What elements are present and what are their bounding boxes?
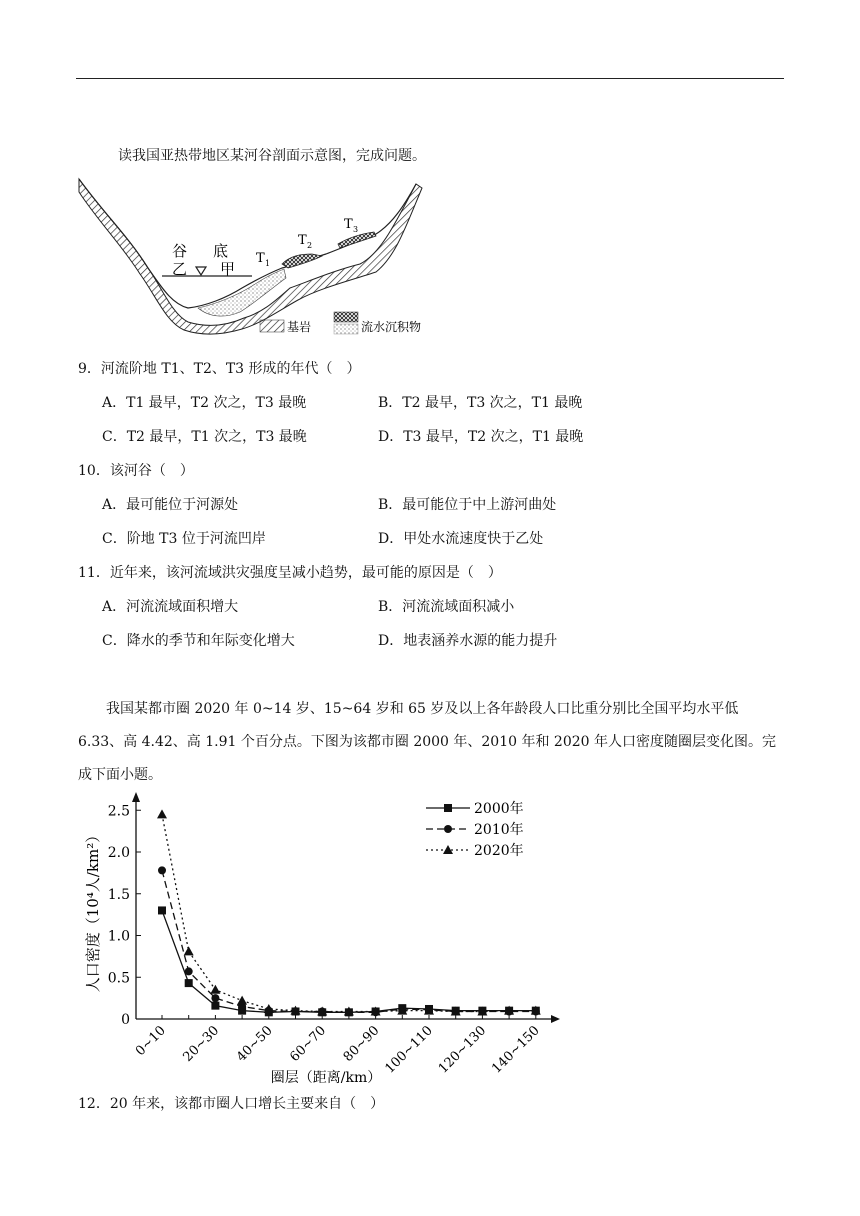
x-tick-label: 20~30 [180, 1023, 223, 1065]
x-tick-label: 140~150 [489, 1023, 543, 1077]
population-density-chart [76, 790, 576, 1090]
legend-marker-1 [444, 825, 452, 833]
q11-option-c[interactable]: C．降水的季节和年际变化增大 [102, 633, 295, 649]
label-t2: T [298, 233, 307, 248]
x-tick-label: 100~110 [382, 1023, 436, 1077]
series-2-point [210, 985, 220, 994]
legend-sediment-label: 流水沉积物 [361, 320, 422, 334]
q11-stem: 11．近年来，该河流域洪灾强度呈减小趋势，最可能的原因是（ ） [78, 565, 502, 581]
label-t2-sub: 2 [307, 241, 313, 250]
x-tick-label: 0~10 [132, 1023, 169, 1060]
q10-option-d[interactable]: D．甲处水流速度快于乙处 [378, 531, 544, 547]
x-axis-label: 圈层（距离/km） [270, 1070, 382, 1086]
y-axis-label: 人口密度（10⁴人/km²） [84, 827, 102, 993]
q10-option-c[interactable]: C．阶地 T3 位于河流凹岸 [102, 531, 266, 547]
y-tick-label: 2.5 [107, 803, 130, 820]
label-yi: 乙 [172, 260, 188, 278]
label-t3-sub: 3 [353, 225, 359, 234]
q11-option-a[interactable]: A．河流流域面积增大 [102, 599, 239, 615]
q11-option-d[interactable]: D．地表涵养水源的能力提升 [378, 633, 558, 649]
q9-stem: 9．河流阶地 T1、T2、T3 形成的年代（ ） [78, 361, 361, 377]
intro-population: 我国某都市圈 2020 年 0~14 岁、15~64 岁和 65 岁及以上各年龄段人口比重分别比全国平均水平低 6.33、高 4.42、高 1.91 个百分点。下图为该都市圈 2000 年、2010 年和 2020 年人口密度随圈层变化图。完成下面小题。 [78, 701, 777, 783]
y-tick-label: 0 [121, 1012, 130, 1028]
label-di: 底 [213, 242, 229, 260]
legend-bedrock-label: 基岩 [287, 320, 312, 334]
series-2-point [184, 946, 194, 955]
intro-valley: 读我国亚热带地区某河谷剖面示意图，完成问题。 [118, 148, 426, 164]
label-t1: T [256, 251, 265, 266]
legend-label-2: 2020年 [474, 843, 524, 859]
label-gu: 谷 [172, 242, 188, 260]
x-tick-label: 40~50 [233, 1023, 276, 1065]
header-rule [76, 78, 784, 79]
q9-option-a[interactable]: A．T1 最早，T2 次之，T3 最晚 [102, 395, 307, 411]
q12-stem: 12．20 年来，该都市圈人口增长主要来自（ ） [78, 1096, 385, 1112]
terrace-deposit-t2 [282, 254, 322, 268]
legend-label-0: 2000年 [474, 801, 524, 817]
terrace-deposit-t3 [338, 232, 376, 248]
bedrock-band [79, 179, 422, 334]
x-tick-label: 120~130 [435, 1023, 490, 1077]
q10-option-a[interactable]: A．最可能位于河源处 [102, 497, 239, 513]
q9-option-d[interactable]: D．T3 最早，T2 次之，T1 最晚 [378, 429, 584, 445]
legend-bedrock-swatch [260, 320, 284, 332]
label-jia: 甲 [220, 260, 236, 278]
y-tick-label: 1.5 [107, 886, 130, 903]
x-tick-label: 80~90 [340, 1023, 383, 1065]
series-0-point [211, 1002, 219, 1010]
series-2-point [237, 996, 247, 1005]
series-0-point [158, 906, 166, 914]
label-t1-sub: 1 [265, 259, 271, 268]
q10-option-b[interactable]: B．最可能位于中上游河曲处 [378, 497, 557, 513]
water-level-icon [196, 267, 206, 275]
q9-option-b[interactable]: B．T2 最早，T3 次之，T1 最晚 [378, 395, 583, 411]
series-0-point [185, 979, 193, 987]
series-1-point [185, 967, 193, 975]
series-1-point [211, 994, 219, 1002]
legend-marker-0 [444, 804, 452, 812]
q10-stem: 10．该河谷（ ） [78, 463, 194, 479]
y-tick-label: 0.5 [107, 970, 130, 987]
valley-diagram [76, 176, 446, 341]
series-1-point [158, 866, 166, 874]
x-tick-label: 60~70 [287, 1023, 330, 1065]
y-axis-arrow [132, 792, 140, 802]
q9-option-c[interactable]: C．T2 最早，T1 次之，T3 最晚 [102, 429, 307, 445]
y-tick-label: 2.0 [107, 845, 130, 861]
legend-sediment-swatch-a [334, 312, 358, 322]
y-tick-label: 1.0 [107, 928, 130, 945]
x-axis-arrow [551, 1015, 560, 1023]
series-2-point [157, 809, 167, 818]
q11-option-b[interactable]: B．河流流域面积减小 [378, 599, 515, 615]
legend-sediment-swatch-b [334, 324, 358, 334]
label-t3: T [344, 217, 353, 232]
legend-label-1: 2010年 [474, 822, 524, 838]
